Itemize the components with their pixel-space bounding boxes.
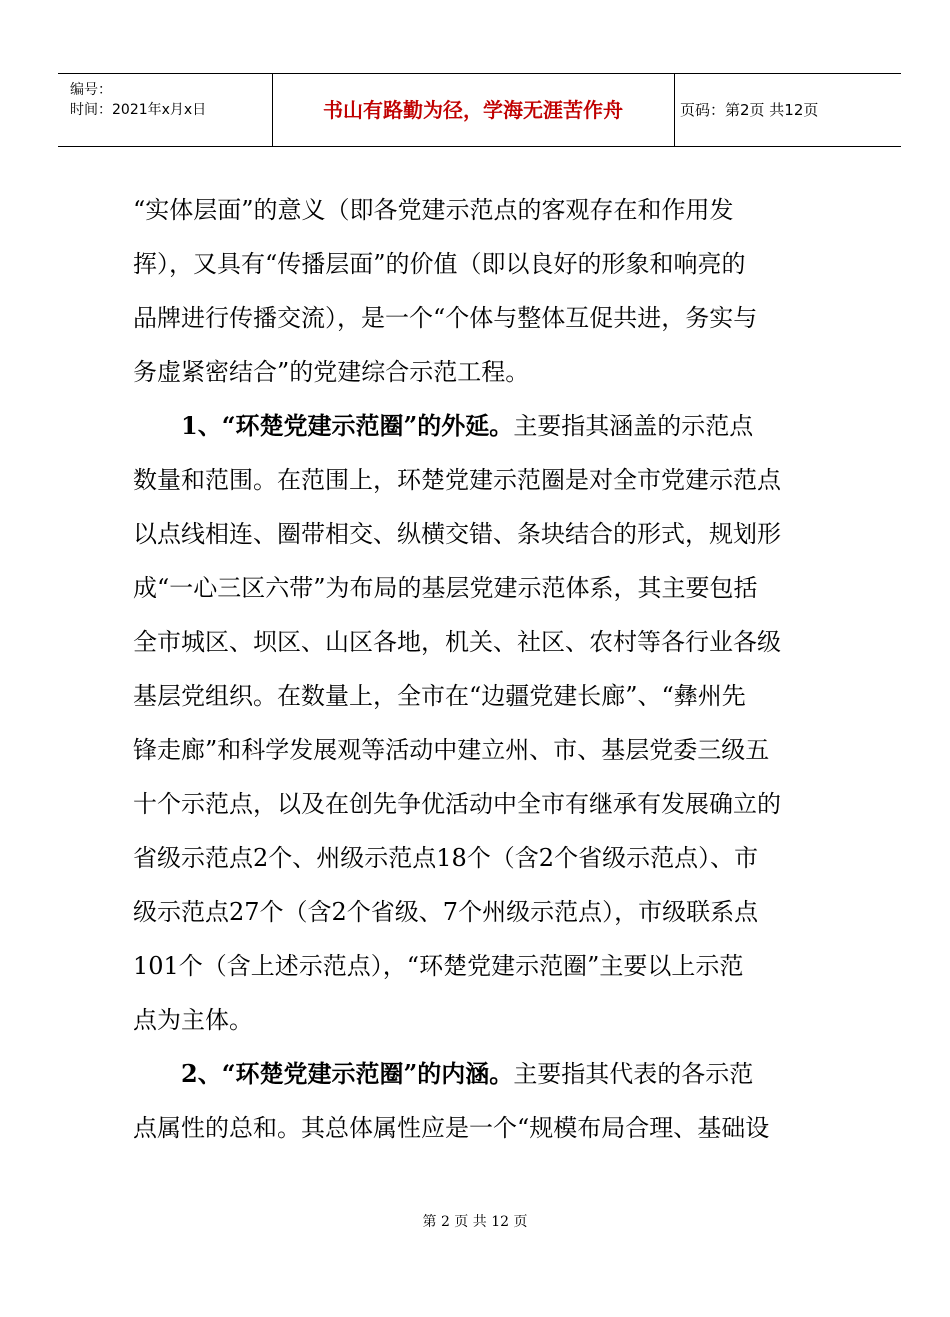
document-body	[133, 183, 829, 1155]
paragraph-1-heading: 1、“环楚党建示范圈”的外延。	[181, 411, 514, 440]
text-line: 挥），又具有“传播层面”的价值（即以良好的形象和响亮的	[133, 250, 746, 278]
text-line: 101个（含上述示范点），“环楚党建示范圈”主要以上示范	[133, 952, 744, 980]
header-divider-right	[674, 74, 675, 146]
document-number-label: 编号：	[70, 82, 112, 98]
document-time-label: 时间：2021年x月x日	[70, 102, 207, 118]
text-line: 省级示范点2个、州级示范点18个（含2个省级示范点）、市	[133, 844, 759, 872]
text-line: 十个示范点，以及在创先争优活动中全市有继承有发展确立的	[133, 790, 781, 818]
text-line: 基层党组织。在数量上，全市在“边疆党建长廊”、“彝州先	[133, 682, 746, 710]
header-divider-left	[272, 74, 273, 146]
text-line: 成“一心三区六带”为布局的基层党建示范体系，其主要包括	[133, 574, 758, 602]
text-line: 锋走廊”和科学发展观等活动中建立州、市、基层党委三级五	[133, 736, 770, 764]
text-line: 点为主体。	[133, 1006, 253, 1034]
text-line: 数量和范围。在范围上，环楚党建示范圈是对全市党建示范点	[133, 466, 781, 494]
text-line: 点属性的总和。其总体属性应是一个“规模布局合理、基础设	[133, 1114, 770, 1142]
page-header	[58, 73, 901, 147]
header-motto: 书山有路勤为径，学海无涯苦作舟	[323, 98, 623, 122]
header-meta	[70, 80, 206, 120]
text-line: 级示范点27个（含2个省级、7个州级示范点），市级联系点	[133, 898, 759, 926]
paragraph-1-lead: 主要指其涵盖的示范点	[513, 412, 754, 440]
text-line: 务虚紧密结合”的党建综合示范工程。	[133, 358, 530, 386]
text-line: “实体层面”的意义（即各党建示范点的客观存在和作用发	[133, 196, 734, 224]
paragraph-2-lead: 主要指其代表的各示范	[513, 1060, 754, 1088]
paragraph-1-first-line	[133, 399, 829, 453]
header-page-number: 页码：第2页 共12页	[680, 101, 819, 119]
text-line: 以点线相连、圈带相交、纵横交错、条块结合的形式，规划形	[133, 520, 781, 548]
text-line: 全市城区、坝区、山区各地，机关、社区、农村等各行业各级	[133, 628, 781, 656]
paragraph-2-first-line	[133, 1047, 829, 1101]
text-line: 品牌进行传播交流），是一个“个体与整体互促共进，务实与	[133, 304, 758, 332]
page-footer: 第 2 页 共 12 页	[422, 1214, 528, 1230]
paragraph-2-heading: 2、“环楚党建示范圈”的内涵。	[181, 1059, 514, 1088]
